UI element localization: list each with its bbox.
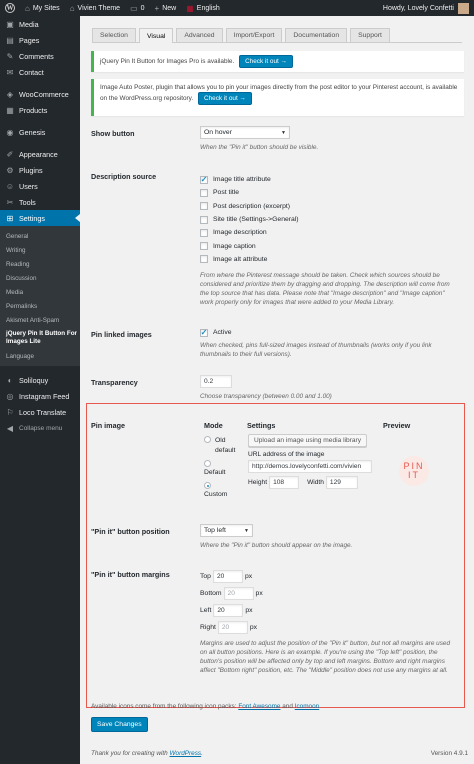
description-source-option[interactable]: [200, 173, 458, 186]
description-source-field: [200, 173, 458, 307]
site-name-menu[interactable]: [65, 0, 125, 16]
checkbox[interactable]: [200, 216, 208, 224]
margin-field-left: [200, 602, 458, 619]
settings-icon: ⊞: [6, 213, 14, 223]
submenu-item-pin-it-button[interactable]: [0, 327, 80, 349]
transparency-label: Transparency: [91, 378, 138, 387]
settings-header: Settings: [247, 421, 276, 430]
preview-text-line1: PIN: [403, 461, 425, 471]
checkbox[interactable]: [200, 229, 208, 237]
show-button-value: On hover: [204, 129, 232, 136]
description-source-option[interactable]: [200, 239, 458, 252]
comment-bubble-icon: ▭: [130, 3, 138, 13]
admin-sidebar: [0, 16, 80, 764]
submenu-item-discussion[interactable]: Discussion: [6, 274, 37, 282]
language-menu[interactable]: [181, 0, 225, 16]
collapse-label: Collapse menu: [19, 424, 63, 432]
pin-it-preview: [399, 456, 429, 486]
home-icon: ⌂: [69, 3, 75, 13]
margin-input-bottom[interactable]: 20: [224, 587, 254, 600]
description-source-option[interactable]: [200, 226, 458, 239]
auto-poster-check-it-out-button[interactable]: Check it out →: [198, 92, 252, 105]
tools-icon: ✂: [6, 197, 14, 207]
margin-unit: px: [244, 573, 253, 580]
mode-option-label: Default: [204, 469, 226, 476]
button-margins-description: Margins are used to adjust the position of the "Pin it" button, but not all margins are used on all button positions. Here is an example. If you're using the "Top left" position, the button's position will be affected only by top and left margins. Bottom and right margins affect "Bottom right" position, etc. The "Middle" position does not use any margins at all.: [200, 640, 451, 674]
account-menu[interactable]: [378, 0, 474, 16]
sidebar-item-products[interactable]: [0, 102, 80, 118]
new-content-menu[interactable]: [150, 0, 182, 16]
sidebar-item-tools[interactable]: [0, 194, 80, 210]
sidebar-item-users[interactable]: [0, 178, 80, 194]
plugins-icon: ⚙: [6, 165, 14, 175]
appearance-icon: ✐: [6, 149, 14, 159]
sidebar-item-plugins[interactable]: [0, 162, 80, 178]
site-name-label: Vivien Theme: [77, 4, 121, 12]
products-icon: ▦: [6, 105, 14, 115]
genesis-icon: ◉: [6, 127, 14, 137]
transparency-input[interactable]: 0.2: [200, 375, 232, 388]
description-source-option-label: Image alt attribute: [213, 255, 268, 263]
sidebar-item-label: Soliloquy: [19, 375, 49, 385]
submenu-item-label: jQuery Pin It Button For Images Lite: [6, 330, 78, 345]
show-button-description: When the "Pin it" button should be visible.: [200, 144, 319, 151]
radio-default[interactable]: [204, 460, 211, 467]
margin-label: Top: [200, 573, 211, 580]
sidebar-item-media[interactable]: [0, 16, 80, 32]
soliloquy-icon: ◐: [7, 375, 13, 385]
pages-icon: ▤: [6, 35, 14, 45]
sidebar-item-soliloquy[interactable]: [0, 372, 80, 388]
description-source-option-label: Site title (Settings->General): [213, 216, 299, 224]
radio-custom[interactable]: [204, 482, 211, 489]
chevron-down-icon: ▼: [281, 129, 286, 136]
admin-bar: [0, 0, 474, 16]
wordpress-logo-icon: W: [6, 4, 14, 12]
tab-import-export[interactable]: Import/Export: [226, 28, 283, 42]
sidebar-item-loco-translate[interactable]: [0, 404, 80, 420]
font-awesome-link[interactable]: Font Awesome: [238, 703, 281, 710]
my-sites-icon: ⌂: [25, 3, 30, 13]
checkbox[interactable]: [200, 189, 208, 197]
comments-icon: ✎: [6, 51, 14, 61]
contact-icon: ✉: [6, 67, 14, 77]
checkbox[interactable]: [200, 242, 208, 250]
pro-notice-text: jQuery Pin It Button for Images Pro is available.: [100, 58, 235, 66]
loco-translate-icon: ⚐: [6, 407, 14, 417]
button-position-value: Top left: [204, 527, 226, 534]
sidebar-item-woocommerce[interactable]: [0, 86, 80, 102]
uk-flag-icon: ▦: [186, 3, 194, 13]
media-icon: ▣: [6, 19, 14, 29]
description-source-option-label: Post description (excerpt): [213, 202, 291, 210]
sidebar-item-appearance[interactable]: [0, 146, 80, 162]
chevron-down-icon: ▼: [244, 527, 249, 534]
description-source-option[interactable]: [200, 200, 458, 213]
description-source-label: Description source: [91, 172, 157, 181]
pin-linked-images-checkbox[interactable]: ✓: [200, 327, 208, 337]
sidebar-item-settings[interactable]: [0, 210, 80, 226]
settings-tabs: [92, 27, 462, 43]
margin-unit: px: [255, 590, 263, 597]
sidebar-item-label: Appearance: [19, 149, 58, 159]
tab-selection[interactable]: Selection: [92, 28, 136, 42]
margin-field-right: [200, 619, 458, 636]
submenu-item-general[interactable]: General: [6, 232, 29, 240]
sidebar-item-label: Media: [19, 19, 39, 29]
show-button-label: Show button: [91, 129, 135, 138]
checkbox[interactable]: ✓: [200, 174, 208, 184]
tab-visual[interactable]: Visual: [139, 28, 173, 43]
pin-image-settings: [248, 434, 376, 489]
image-url-input[interactable]: http://demos.lovelyconfetti.com/vivien: [248, 460, 372, 473]
description-source-option-label: Image title attribute: [213, 176, 271, 184]
mode-header: Mode: [204, 421, 223, 430]
sidebar-item-instagram-feed[interactable]: [0, 388, 80, 404]
margin-input-left[interactable]: 20: [213, 604, 243, 617]
sidebar-item-label: Comments: [19, 51, 54, 61]
save-changes-wrap: [91, 717, 148, 732]
height-label: Height: [248, 479, 268, 486]
version-label: Version 4.9.1: [430, 750, 468, 757]
collapse-menu-button[interactable]: [0, 420, 80, 436]
margin-field-top: [200, 568, 458, 585]
sidebar-item-label: Contact: [19, 67, 44, 77]
show-button-select[interactable]: [200, 126, 290, 139]
margin-input-top[interactable]: 20: [213, 570, 243, 583]
mode-option-label: Custom: [204, 491, 228, 498]
wordpress-link[interactable]: WordPress: [169, 750, 202, 757]
submenu-item-language[interactable]: Language: [6, 352, 35, 360]
pin-linked-images-checkbox-label: Active: [213, 329, 232, 337]
button-position-description: Where the "Pin it" button should appear on the image.: [200, 542, 353, 549]
sidebar-item-label: WooCommerce: [19, 89, 69, 99]
instagram-icon: ◎: [6, 391, 14, 401]
button-position-field: [200, 524, 352, 550]
pin-image-label: Pin image: [91, 421, 125, 430]
my-sites-label: My Sites: [32, 4, 60, 12]
margin-input-right[interactable]: 20: [218, 621, 248, 634]
checkbox[interactable]: [200, 202, 208, 210]
margin-unit: px: [249, 624, 258, 631]
sidebar-item-pages[interactable]: [0, 32, 80, 48]
tab-documentation[interactable]: Documentation: [285, 28, 347, 42]
sidebar-item-label: Plugins: [19, 165, 43, 175]
mode-option-default[interactable]: [204, 460, 244, 478]
footer-thanks: [91, 750, 203, 757]
button-margins-label: "Pin it" button margins: [91, 570, 170, 579]
height-input[interactable]: 108: [269, 476, 299, 489]
sidebar-item-label: Users: [19, 181, 38, 191]
show-button-field: [200, 126, 318, 152]
mode-option-custom[interactable]: [204, 482, 244, 500]
url-label: URL address of the image: [248, 451, 325, 458]
icon-packs-note: [91, 703, 319, 710]
settings-submenu: [0, 226, 80, 366]
my-sites-menu[interactable]: [20, 0, 65, 16]
footer-period: .: [201, 750, 203, 757]
checkbox[interactable]: [200, 255, 208, 263]
sidebar-item-label: Products: [19, 105, 48, 115]
description-source-option-label: Image description: [213, 229, 267, 237]
users-icon: ☺: [5, 181, 15, 191]
margin-field-bottom: [200, 585, 458, 602]
radio-old-default[interactable]: [204, 436, 211, 443]
sidebar-item-label: Pages: [19, 35, 40, 45]
button-margins-field: [200, 568, 458, 675]
description-source-option-label: Image caption: [213, 242, 256, 250]
description-source-option-label: Post title: [213, 189, 240, 197]
preview-text-line2: IT: [408, 470, 420, 480]
footer-thanks-text: Thank you for creating with: [91, 750, 168, 757]
description-source-option[interactable]: [200, 253, 458, 266]
plus-icon: +: [154, 3, 160, 13]
sidebar-item-contact[interactable]: [0, 64, 80, 80]
collapse-icon: ◀: [6, 423, 14, 433]
submenu-item-permalinks[interactable]: Permalinks: [6, 302, 38, 310]
pin-linked-images-field: [200, 326, 458, 359]
submenu-item-media[interactable]: Media: [6, 288, 24, 296]
margin-unit: px: [245, 607, 253, 614]
pro-check-it-out-button[interactable]: Check it out →: [239, 55, 293, 68]
language-label: English: [196, 4, 220, 12]
icomoon-link[interactable]: Icomoon: [294, 703, 320, 710]
upload-image-button[interactable]: Upload an image using media library: [248, 434, 367, 447]
margin-label: Left: [200, 607, 212, 614]
mode-option-old-default[interactable]: [204, 436, 244, 458]
woocommerce-icon: ◈: [6, 89, 14, 99]
width-label: Width: [307, 479, 324, 486]
pin-linked-images-label: Pin linked images: [91, 330, 152, 339]
submenu-item-reading[interactable]: Reading: [6, 260, 30, 268]
sidebar-item-label: Settings: [19, 213, 45, 223]
avatar: [458, 3, 469, 14]
main-content: [80, 16, 474, 764]
auto-poster-notice-text: Image Auto Poster, plugin that allows you to pin your images directly from the post editor to your Pinterest account, is available on the WordPress.org repository.: [100, 84, 458, 103]
description-source-option[interactable]: [200, 186, 458, 199]
pin-linked-images-description: When checked, pins full-sized images instead of thumbnails (works only if you link thumbnails to their full versions).: [200, 342, 432, 359]
mode-radio-group: [204, 436, 244, 500]
mode-option-label: Old default: [215, 437, 236, 454]
description-source-description: From where the Pinterest message should be taken. Check which sources should be considered and prioritize them by dragging and dropping. The description will come from the top source that has data. Please note that "Image description" and "Image caption" work properly only for images that were added to your Media Library.: [200, 272, 450, 307]
sidebar-item-label: Instagram Feed: [19, 391, 70, 401]
description-source-option[interactable]: [200, 213, 458, 226]
sidebar-item-label: Genesis: [19, 127, 46, 137]
transparency-field: [200, 375, 332, 401]
sidebar-item-genesis[interactable]: [0, 124, 80, 140]
submenu-item-writing[interactable]: Writing: [6, 246, 26, 254]
transparency-description: Choose transparency (between 0.00 and 1.00): [200, 393, 332, 400]
auto-poster-notice: [91, 79, 464, 116]
submenu-item-akismet-anti-spam[interactable]: Akismet Anti-Spam: [6, 316, 60, 324]
sidebar-item-comments[interactable]: [0, 48, 80, 64]
width-input[interactable]: 129: [326, 476, 358, 489]
new-label: New: [162, 4, 177, 12]
margin-label: Bottom: [200, 590, 222, 597]
icon-packs-and: and: [282, 703, 293, 710]
save-changes-button[interactable]: Save Changes: [91, 717, 148, 732]
icon-packs-text: Available icons come from the following icon packs:: [91, 703, 237, 710]
sidebar-item-label: Loco Translate: [19, 407, 67, 417]
comments-count: 0: [140, 4, 145, 12]
sidebar-item-label: Tools: [19, 197, 36, 207]
button-position-label: "Pin it" button position: [91, 527, 170, 536]
howdy-label: Howdy, Lovely Confetti: [382, 4, 454, 12]
tab-support[interactable]: Support: [350, 28, 390, 42]
wordpress-logo-menu[interactable]: [0, 0, 20, 16]
preview-header: Preview: [383, 421, 411, 430]
margin-label: Right: [200, 624, 216, 631]
pro-notice: [91, 51, 464, 72]
tab-advanced[interactable]: Advanced: [176, 28, 222, 42]
button-position-select[interactable]: [200, 524, 253, 537]
comments-menu[interactable]: [125, 0, 149, 16]
